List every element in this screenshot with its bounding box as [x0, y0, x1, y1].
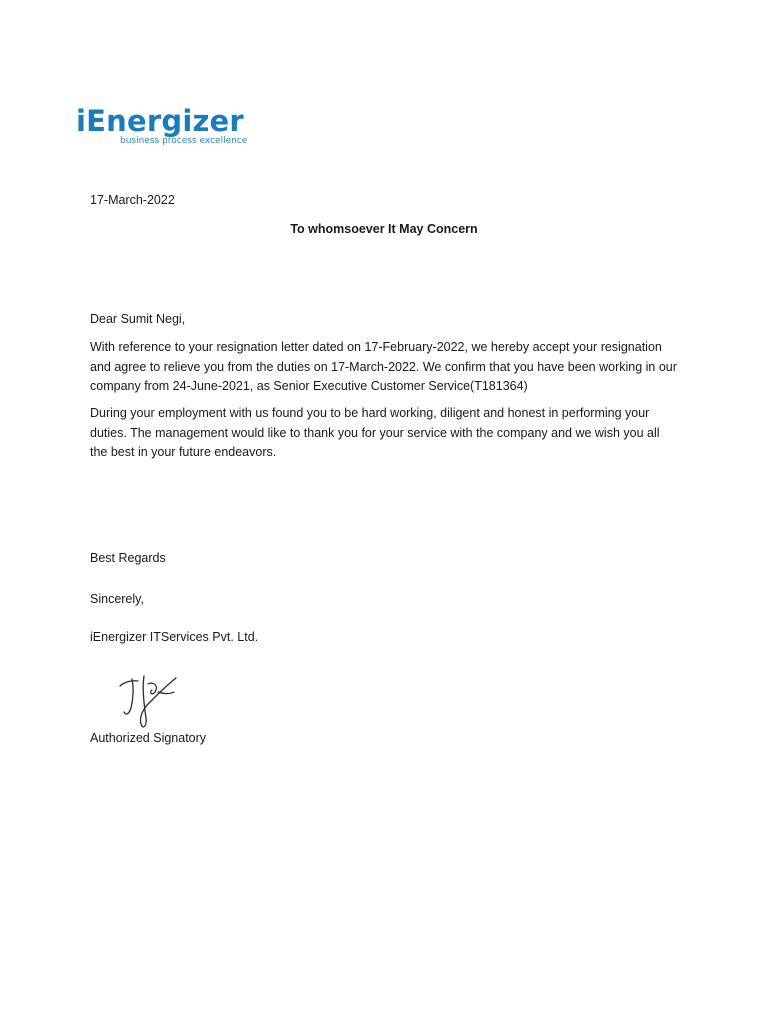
salutation: Dear Sumit Negi, — [90, 312, 186, 326]
authorized-signatory: Authorized Signatory — [90, 731, 207, 745]
handwritten-signature — [114, 664, 184, 734]
closing-sincerely: Sincerely, — [90, 592, 144, 606]
company-logo — [76, 104, 286, 158]
closing-regards: Best Regards — [90, 551, 166, 565]
company-name: iEnergizer ITServices Pvt. Ltd. — [90, 630, 259, 644]
logo-wordmark: iEnergizer — [76, 104, 244, 138]
letter-date: 17-March-2022 — [90, 193, 175, 207]
paragraph-acceptance: With reference to your resignation letter dated on 17-February-2022, we hereby accept your resignation and agree to relieve you from the duties on 17-March-2022. We confirm that you have been working in our company from 24-June-2021, as Senior Executive Customer Service(T181364) — [90, 340, 677, 393]
letter-heading: To whomsoever It May Concern — [290, 222, 478, 236]
paragraph-appreciation: During your employment with us found you to be hard working, diligent and honest in performing your duties. The management would like to thank you for your service with the company and we wish you all the best in your future endeavors. — [90, 406, 660, 459]
logo-tagline: business process excellence — [120, 136, 248, 146]
